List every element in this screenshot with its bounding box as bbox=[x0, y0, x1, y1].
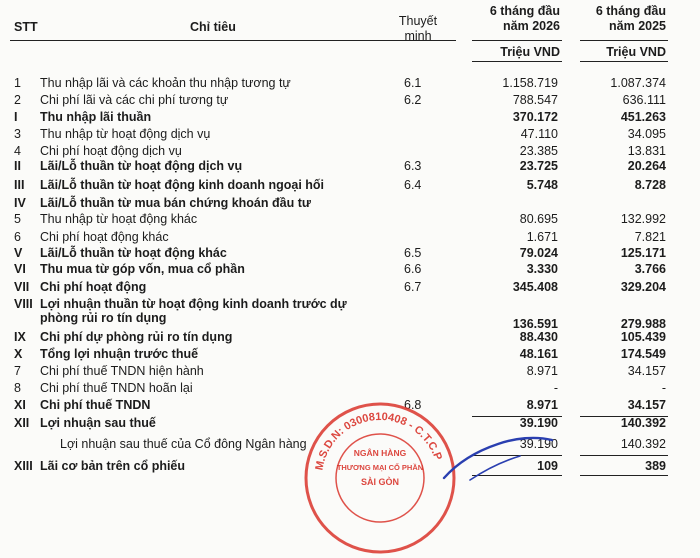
row-value-2026: 8.971 bbox=[526, 398, 558, 412]
row-stt: 8 bbox=[14, 381, 21, 395]
row-stt: X bbox=[14, 347, 23, 361]
header-rule-2026-top bbox=[472, 40, 562, 41]
row-value-2025: 7.821 bbox=[634, 230, 666, 244]
row-value-2025: 105.439 bbox=[620, 330, 666, 344]
row-stt: XIII bbox=[14, 459, 33, 473]
header-rule-2025-bottom bbox=[580, 61, 668, 62]
row-stt: XI bbox=[14, 398, 26, 412]
row-value-2026: 88.430 bbox=[519, 330, 558, 344]
row-value-2026: 370.172 bbox=[512, 110, 558, 124]
header-unit-2025: Triệu VND bbox=[606, 45, 666, 59]
row-label: Lợi nhuận sau thuế của Cổ đông Ngân hàng bbox=[60, 437, 307, 451]
row-label: Chi phí lãi và các chi phí tương tự bbox=[40, 93, 229, 107]
eps-rule-2026-bottom bbox=[472, 475, 562, 476]
svg-text:THƯƠNG MẠI CỔ PHẦN: THƯƠNG MẠI CỔ PHẦN bbox=[336, 463, 424, 472]
row-note: 6.8 bbox=[404, 398, 422, 412]
header-period-2026: 6 tháng đầu năm 2026 bbox=[489, 4, 560, 33]
row-value-2026: 1.671 bbox=[526, 230, 558, 244]
row-stt: II bbox=[14, 159, 21, 173]
row-stt: 7 bbox=[14, 364, 21, 378]
row-label: Chi phí thuế TNDN bbox=[40, 398, 151, 412]
svg-text:M.S.D.N: 0300810408 - C.T.C.P: M.S.D.N: 0300810408 - C.T.C.P bbox=[313, 410, 444, 472]
row-value-2026: 345.408 bbox=[512, 280, 558, 294]
row-value-2026: 39.190 bbox=[519, 437, 558, 451]
header-period-2025: 6 tháng đầu năm 2025 bbox=[595, 4, 666, 33]
row-label: Lãi/Lỗ thuần từ hoạt động khác bbox=[40, 246, 227, 260]
row-value-2026: 80.695 bbox=[519, 212, 558, 226]
header-rule-left bbox=[10, 40, 456, 41]
row-value-2026: 48.161 bbox=[519, 347, 558, 361]
row-label: Tổng lợi nhuận trước thuế bbox=[40, 347, 199, 361]
eps-rule-2025-bottom bbox=[580, 475, 668, 476]
row-note: 6.3 bbox=[404, 159, 422, 173]
row-value-2025: 451.263 bbox=[620, 110, 666, 124]
total-rule-2025 bbox=[580, 416, 668, 417]
row-value-2025: 140.392 bbox=[620, 416, 666, 430]
row-note: 6.7 bbox=[404, 280, 422, 294]
row-value-2026: 8.971 bbox=[526, 364, 558, 378]
header-thuyet-minh: Thuyết minh bbox=[398, 14, 438, 43]
row-value-2026: 47.110 bbox=[520, 127, 558, 141]
row-label: Chi phí thuế TNDN hoãn lại bbox=[40, 381, 193, 395]
row-stt: 1 bbox=[14, 76, 21, 90]
row-value-2025: 636.111 bbox=[622, 93, 666, 107]
row-label: Chi phí thuế TNDN hiện hành bbox=[40, 364, 204, 378]
row-value-2025: 132.992 bbox=[620, 212, 666, 226]
row-value-2025: 34.095 bbox=[627, 127, 666, 141]
row-stt: 6 bbox=[14, 230, 21, 244]
row-value-2025: 279.988 bbox=[620, 317, 666, 331]
row-value-2026: 5.748 bbox=[526, 178, 558, 192]
row-value-2025: 20.264 bbox=[627, 159, 666, 173]
row-label: Lãi cơ bản trên cổ phiếu bbox=[40, 459, 186, 473]
header-rule-2025-top bbox=[580, 40, 668, 41]
row-value-2026: 3.330 bbox=[526, 262, 558, 276]
row-label: Thu nhập từ hoạt động khác bbox=[40, 212, 198, 226]
row-stt: VI bbox=[14, 262, 26, 276]
row-stt: 3 bbox=[14, 127, 21, 141]
header-rule-2026-bottom bbox=[472, 61, 562, 62]
row-value-2025: 8.728 bbox=[634, 178, 666, 192]
row-value-2026: 79.024 bbox=[519, 246, 558, 260]
row-value-2026: 136.591 bbox=[512, 317, 558, 331]
row-stt: V bbox=[14, 246, 23, 260]
row-label: Lợi nhuận thuần từ hoạt động kinh doanh trước dự phòng rủi ro tín dụng bbox=[40, 297, 347, 325]
row-stt: I bbox=[14, 110, 18, 124]
row-value-2026: 1.158.719 bbox=[502, 76, 558, 90]
row-stt: 5 bbox=[14, 212, 21, 226]
row-stt: VII bbox=[14, 280, 30, 294]
row-label: Thu mua từ góp vốn, mua cổ phần bbox=[40, 262, 245, 276]
row-stt: IV bbox=[14, 196, 26, 210]
svg-text:NGÂN HÀNG: NGÂN HÀNG bbox=[353, 448, 407, 458]
header-chi-tieu: Chỉ tiêu bbox=[190, 20, 236, 34]
row-label: Lãi/Lỗ thuần từ mua bán chứng khoán đầu tư bbox=[40, 196, 311, 210]
row-label: Lãi/Lỗ thuần từ hoạt động dịch vụ bbox=[40, 159, 243, 173]
row-stt: VIII bbox=[14, 297, 33, 311]
row-note: 6.2 bbox=[404, 93, 422, 107]
total-rule-2026 bbox=[472, 416, 562, 417]
row-label: Chi phí hoạt động dịch vụ bbox=[40, 144, 182, 158]
row-value-2025: 34.157 bbox=[627, 364, 666, 378]
row-stt: 2 bbox=[14, 93, 21, 107]
row-value-2025: 3.766 bbox=[634, 262, 666, 276]
row-label: Chi phí hoạt động khác bbox=[40, 230, 169, 244]
row-value-2025: 140.392 bbox=[620, 437, 666, 451]
row-value-2025: 174.549 bbox=[620, 347, 666, 361]
row-value-2026: 23.725 bbox=[519, 159, 558, 173]
header-stt: STT bbox=[14, 20, 38, 34]
svg-text:SÀI GÒN: SÀI GÒN bbox=[360, 477, 400, 487]
row-label: Lãi/Lỗ thuần từ hoạt động kinh doanh ngoại hối bbox=[40, 178, 325, 192]
row-value-2025: 34.157 bbox=[627, 398, 666, 412]
row-note: 6.4 bbox=[404, 178, 422, 192]
row-value-2026: - bbox=[553, 381, 558, 395]
row-note: 6.6 bbox=[404, 262, 422, 276]
row-label: Chi phí dự phòng rủi ro tín dụng bbox=[40, 330, 233, 344]
row-value-2026: 109 bbox=[537, 459, 558, 473]
row-stt: IX bbox=[14, 330, 26, 344]
row-stt: III bbox=[14, 178, 25, 192]
row-stt: 4 bbox=[14, 144, 21, 158]
row-value-2025: 1.087.374 bbox=[610, 76, 666, 90]
row-label: Thu nhập lãi và các khoản thu nhập tương tự bbox=[40, 76, 291, 90]
row-value-2026: 788.547 bbox=[512, 93, 558, 107]
row-value-2025: 389 bbox=[645, 459, 666, 473]
row-value-2025: 13.831 bbox=[627, 144, 666, 158]
row-label: Thu nhập lãi thuần bbox=[40, 110, 152, 124]
row-value-2025: 125.171 bbox=[620, 246, 666, 260]
row-value-2025: - bbox=[661, 381, 666, 395]
row-label: Chi phí hoạt động bbox=[40, 280, 147, 294]
row-value-2026: 23.385 bbox=[519, 144, 558, 158]
row-value-2025: 329.204 bbox=[620, 280, 666, 294]
row-value-2026: 39.190 bbox=[519, 416, 558, 430]
eps-rule-2025-top bbox=[580, 455, 668, 456]
row-note: 6.5 bbox=[404, 246, 422, 260]
row-note: 6.1 bbox=[404, 76, 422, 90]
header-unit-2026: Triệu VND bbox=[500, 45, 560, 59]
row-label: Thu nhập từ hoạt động dịch vụ bbox=[40, 127, 211, 141]
eps-rule-2026-top bbox=[472, 455, 562, 456]
row-label: Lợi nhuận sau thuế bbox=[40, 416, 156, 430]
row-stt: XII bbox=[14, 416, 30, 430]
